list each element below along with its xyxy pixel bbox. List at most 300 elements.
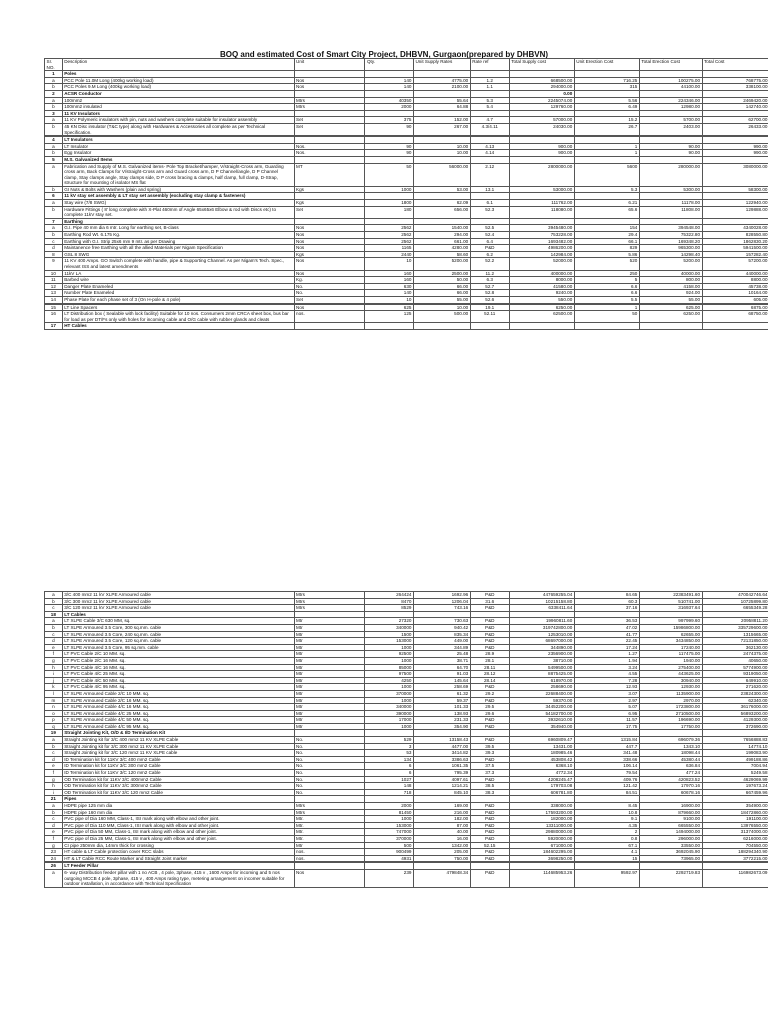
- cell-unit-supply-rate: 1206.04: [413, 598, 470, 605]
- cell-description: Phase Plate for each phase set of 3 (On H-pole & 4 pole): [62, 296, 294, 303]
- cell-sr-no: 9: [45, 258, 63, 270]
- cell-description: 100mm2 insulated: [62, 104, 294, 111]
- cell-rate-ref: 19.1: [470, 304, 509, 311]
- cell-unit-supply-rate: 152.00: [413, 117, 470, 124]
- cell-unit: [294, 110, 365, 117]
- cell-total-erection-cost: 17750.00: [639, 723, 702, 730]
- cell-unit-erection-cost: 15: [574, 855, 639, 862]
- cell-total-supply-cost: 258690.00: [509, 684, 574, 691]
- cell-rate-ref: P&D: [470, 737, 509, 744]
- cell-total-supply-cost: 900.00: [509, 150, 574, 157]
- table-row: [45, 110, 768, 117]
- cell-total-supply-cost: [509, 611, 574, 618]
- table-row: [45, 71, 768, 78]
- cell-unit: Mtr: [294, 684, 365, 691]
- table-row: [45, 789, 768, 796]
- cell-unit-supply-rate: 40.00: [413, 829, 470, 836]
- cell-description: Straight Jointing kit for 3/C 120 mm2 11 KV XLPE cable: [62, 750, 294, 757]
- cell-description: HT cable & LT Cable protection cover RCC slabs: [62, 849, 294, 856]
- cell-unit-supply-rate: 743.16: [413, 605, 470, 612]
- cell-unit-supply-rate: 10.00: [413, 150, 470, 157]
- cell-unit-erection-cost: [574, 611, 639, 618]
- cell-unit-erection-cost: 338.66: [574, 756, 639, 763]
- cell-unit-erection-cost: 22.45: [574, 638, 639, 645]
- table-row: [45, 763, 768, 770]
- cell-rate-ref: 52.2: [470, 258, 509, 270]
- cell-unit-supply-rate: 661.00: [413, 238, 470, 245]
- cell-rate-ref: 4.3/4.11: [470, 123, 509, 135]
- cell-rate-ref: 2.12: [470, 163, 509, 186]
- cell-sr-no: 23: [45, 849, 63, 856]
- cell-unit: [294, 218, 365, 225]
- cell-rate-ref: 6.3: [470, 277, 509, 284]
- cell-rate-ref: P&D: [470, 869, 509, 887]
- table-row: [45, 283, 768, 290]
- cell-qty: 2000: [365, 104, 413, 111]
- cell-description: LT Feeder Pillar: [62, 863, 294, 870]
- cell-qty: 6: [365, 763, 413, 770]
- cell-total-cost: [702, 90, 768, 97]
- cell-total-supply-cost: 13311000.00: [509, 822, 574, 829]
- cell-description: Earthing with G.I. Strip 25x6 mm 9 mtr. as per Drawing: [62, 238, 294, 245]
- table-row: [45, 803, 768, 810]
- cell-unit-supply-rate: [413, 137, 470, 144]
- boq-table-bottom: [44, 591, 768, 888]
- cell-total-erection-cost: 316937.64: [639, 605, 702, 612]
- cell-rate-ref: P&D: [470, 723, 509, 730]
- cell-unit-supply-rate: 66.00: [413, 283, 470, 290]
- cell-total-supply-cost: 447659255.04: [509, 592, 574, 599]
- cell-qty: 53: [365, 750, 413, 757]
- cell-description: LT PVC Cable 4/C 25 MM. sq.: [62, 671, 294, 678]
- cell-sr-no: f: [45, 835, 63, 842]
- cell-unit-supply-rate: 845.10: [413, 789, 470, 796]
- cell-total-cost: [702, 796, 768, 803]
- cell-description: LT XLPE Armoured 3.5 Core, 120 sq.mm. cable: [62, 638, 294, 645]
- cell-total-supply-cost: 900.00: [509, 143, 574, 150]
- cell-unit: No.: [294, 789, 365, 796]
- cell-total-cost: 5249.58: [702, 770, 768, 777]
- table-row: [45, 84, 768, 91]
- cell-sr-no: b: [45, 206, 63, 218]
- cell-sr-no: a: [45, 163, 63, 186]
- cell-total-supply-cost: 294000.00: [509, 84, 574, 91]
- cell-total-supply-cost: 5920000.00: [509, 835, 574, 842]
- cell-sr-no: a: [45, 200, 63, 207]
- cell-total-cost: [702, 193, 768, 200]
- cell-sr-no: 21: [45, 796, 63, 803]
- table-row: [45, 796, 768, 803]
- cell-unit-supply-rate: 750.00: [413, 855, 470, 862]
- cell-unit: Kgs: [294, 186, 365, 193]
- cell-unit: [294, 323, 365, 330]
- cell-qty: [365, 90, 413, 97]
- cell-unit-supply-rate: 940.42: [413, 624, 470, 631]
- cell-total-supply-cost: 19960811.60: [509, 618, 574, 625]
- table-row: [45, 849, 768, 856]
- cell-total-cost: 62340.00: [702, 697, 768, 704]
- cell-unit-supply-rate: 4477.00: [413, 743, 470, 750]
- cell-total-cost: 354900.00: [702, 803, 768, 810]
- cell-total-erection-cost: 6250.00: [639, 311, 702, 323]
- cell-rate-ref: 13.1: [470, 186, 509, 193]
- cell-sr-no: g: [45, 657, 63, 664]
- cell-sr-no: 7: [45, 218, 63, 225]
- cell-unit-supply-rate: 87.00: [413, 822, 470, 829]
- cell-total-cost: 62700.00: [702, 117, 768, 124]
- cell-rate-ref: 11.2: [470, 270, 509, 277]
- cell-rate-ref: [470, 71, 509, 78]
- table-row: [45, 323, 768, 330]
- cell-unit: Set: [294, 296, 365, 303]
- cell-total-cost: 440000.00: [702, 270, 768, 277]
- cell-sr-no: a: [45, 803, 63, 810]
- cell-rate-ref: P&D: [470, 684, 509, 691]
- cell-unit: [294, 90, 365, 97]
- cell-total-cost: 5941500.00: [702, 245, 768, 252]
- cell-unit: No.: [294, 770, 365, 777]
- cell-total-erection-cost: 636.84: [639, 763, 702, 770]
- cell-total-supply-cost: 6960809.47: [509, 737, 574, 744]
- cell-description: Straight Jointing Kit, O/D & I/D Termination Kit: [62, 730, 294, 737]
- cell-description: GI Nuts & Bolts with Washers (plain and spring): [62, 186, 294, 193]
- cell-total-erection-cost: 9100.00: [639, 816, 702, 823]
- cell-unit: Nos: [294, 869, 365, 887]
- cell-total-cost: [702, 71, 768, 78]
- cell-qty: 3: [365, 743, 413, 750]
- cell-total-cost: [702, 323, 768, 330]
- cell-sr-no: b: [45, 598, 63, 605]
- cell-total-supply-cost: 453808.42: [509, 756, 574, 763]
- cell-unit: Nos: [294, 270, 365, 277]
- cell-total-cost: [702, 863, 768, 870]
- cell-total-erection-cost: 1723800.00: [639, 704, 702, 711]
- table-row: [45, 150, 768, 157]
- cell-description: LT Insulators: [62, 137, 294, 144]
- table-row: [45, 664, 768, 671]
- cell-unit-erection-cost: [574, 156, 639, 163]
- cell-total-supply-cost: 6250.00: [509, 304, 574, 311]
- cell-total-cost: 199083.90: [702, 750, 768, 757]
- cell-unit-erection-cost: 2.97: [574, 697, 639, 704]
- cell-total-erection-cost: 696079.36: [639, 737, 702, 744]
- cell-total-cost: 116982673.09: [702, 869, 768, 887]
- cell-sr-no: 14: [45, 296, 63, 303]
- cell-sr-no: h: [45, 664, 63, 671]
- cell-unit: [294, 611, 365, 618]
- cell-total-cost: 1862830.20: [702, 238, 768, 245]
- cell-rate-ref: 52.8: [470, 290, 509, 297]
- cell-description: LT XLPE Armoured 3.5 Core, 240 sq.mm. cable: [62, 631, 294, 638]
- cell-rate-ref: [470, 137, 509, 144]
- cell-unit-erection-cost: [574, 218, 639, 225]
- cell-unit-erection-cost: 36.53: [574, 618, 639, 625]
- cell-unit-erection-cost: 47.02: [574, 624, 639, 631]
- cell-qty: 27320: [365, 618, 413, 625]
- cell-rate-ref: 39.5: [470, 743, 509, 750]
- cell-unit-erection-cost: 1: [574, 143, 639, 150]
- cell-unit-supply-rate: [413, 110, 470, 117]
- cell-total-cost: 990.00: [702, 150, 768, 157]
- table-row: [45, 816, 768, 823]
- cell-total-erection-cost: [639, 730, 702, 737]
- cell-unit-supply-rate: 2500.00: [413, 270, 470, 277]
- cell-sr-no: 16: [45, 311, 63, 323]
- cell-qty: [365, 110, 413, 117]
- cell-description: LT PVC Cable 4/C 95 MM. sq.: [62, 684, 294, 691]
- cell-description: Egg Insulator: [62, 150, 294, 157]
- cell-total-cost: 470042746.64: [702, 592, 768, 599]
- cell-total-erection-cost: 5200.00: [639, 258, 702, 270]
- cell-total-erection-cost: 75322.80: [639, 232, 702, 239]
- cell-unit-supply-rate: 58.60: [413, 251, 470, 258]
- cell-unit-supply-rate: 66.00: [413, 290, 470, 297]
- cell-unit-erection-cost: 8.45: [574, 803, 639, 810]
- cell-total-supply-cost: 118080.00: [509, 206, 574, 218]
- cell-total-cost: 18472860.00: [702, 809, 768, 816]
- cell-sr-no: a: [45, 77, 63, 84]
- cell-unit: No.: [294, 763, 365, 770]
- cell-sr-no: a: [45, 117, 63, 124]
- cell-sr-no: a: [45, 869, 63, 887]
- cell-unit-erection-cost: 10.8: [574, 809, 639, 816]
- cell-total-erection-cost: 2970.00: [639, 697, 702, 704]
- cell-unit-supply-rate: 835.34: [413, 631, 470, 638]
- cell-unit-supply-rate: 5200.00: [413, 258, 470, 270]
- cell-unit: nos.: [294, 855, 365, 862]
- cell-unit-erection-cost: [574, 323, 639, 330]
- cell-qty: 8529: [365, 605, 413, 612]
- cell-rate-ref: P&D: [470, 849, 509, 856]
- cell-total-cost: 188294340.90: [702, 849, 768, 856]
- cell-unit-erection-cost: 5.5: [574, 296, 639, 303]
- cell-total-supply-cost: 671000.00: [509, 842, 574, 849]
- cell-total-erection-cost: 5700.00: [639, 117, 702, 124]
- cell-description: LT XLPE Armoured Cable 4/C 50 MM. sq.: [62, 717, 294, 724]
- cell-qty: 40350: [365, 97, 413, 104]
- table-row: [45, 251, 768, 258]
- cell-rate-ref: P&D: [470, 618, 509, 625]
- cell-qty: 1000: [365, 186, 413, 193]
- cell-total-cost: 7656888.83: [702, 737, 768, 744]
- table-row: [45, 631, 768, 638]
- cell-unit-erection-cost: 11.57: [574, 717, 639, 724]
- cell-unit-erection-cost: 1.94: [574, 657, 639, 664]
- cell-description: Fabrication and Supply of M.S. Galvanized items- Pole Top Bracket/hamper, V/straight-Cross arm, Guarding cross arm, Back Clamps for V/straight-Cross arm and Guard cross arm, D P Channel/angle, D P Channel clamp, Stay clamps angle, Stay clamps side, D P cross bracing & clamps, half clamp, full clamp, D-Strap, structure for mounting of isolator MS flat: [62, 163, 294, 186]
- cell-total-supply-cost: [509, 323, 574, 330]
- cell-total-cost: 20958811.20: [702, 618, 768, 625]
- cell-description: 11 KV Insulators: [62, 110, 294, 117]
- cell-qty: 390000: [365, 710, 413, 717]
- cell-unit-supply-rate: 101.33: [413, 704, 470, 711]
- cell-sr-no: b: [45, 743, 63, 750]
- cell-rate-ref: P&D: [470, 592, 509, 599]
- cell-total-cost: 36176000.00: [702, 704, 768, 711]
- cell-unit-erection-cost: 9.1: [574, 816, 639, 823]
- cell-total-erection-cost: 2403.00: [639, 123, 702, 135]
- cell-total-erection-cost: 1343.10: [639, 743, 702, 750]
- cell-description: PVC pipe of Dia 160 MM, Class-1, ISI mark along with elbow and other joint.: [62, 816, 294, 823]
- cell-total-supply-cost: 182000.00: [509, 816, 574, 823]
- cell-unit: Nos: [294, 245, 365, 252]
- cell-unit: nos.: [294, 849, 365, 856]
- cell-sr-no: c: [45, 605, 63, 612]
- cell-description: GSL 8 SWG: [62, 251, 294, 258]
- cell-total-erection-cost: 280000.00: [639, 163, 702, 186]
- cell-rate-ref: 28.1: [470, 657, 509, 664]
- cell-rate-ref: 52.15: [470, 842, 509, 849]
- cell-total-erection-cost: 965300.00: [639, 245, 702, 252]
- cell-unit-supply-rate: 10.00: [413, 143, 470, 150]
- cell-unit-erection-cost: 3.24: [574, 664, 639, 671]
- cell-description: PVC pipe of Dia 50 MM, Class-1, ISI mark along with elbow and other joint.: [62, 829, 294, 836]
- cell-unit-supply-rate: 656.00: [413, 206, 470, 218]
- cell-total-supply-cost: 2245074.00: [509, 97, 574, 104]
- cell-unit-erection-cost: 26.7: [574, 123, 639, 135]
- cell-sr-no: k: [45, 684, 63, 691]
- cell-rate-ref: P&D: [470, 624, 509, 631]
- cell-sr-no: b: [45, 186, 63, 193]
- cell-description: 11 KV 400 Amps. GO Switch complete with handle, pipe & Supporting Channel. As per Nigam's Tech. Spec., relevant ISS and latest amendments: [62, 258, 294, 270]
- cell-unit: Mtr: [294, 677, 365, 684]
- cell-total-erection-cost: 60678.16: [639, 789, 702, 796]
- cell-total-erection-cost: 12930.00: [639, 684, 702, 691]
- cell-sr-no: g: [45, 776, 63, 783]
- cell-unit: No.: [294, 756, 365, 763]
- cell-rate-ref: P&D: [470, 697, 509, 704]
- cell-description: Poles: [62, 71, 294, 78]
- table-row: [45, 710, 768, 717]
- cell-total-supply-cost: 4772.34: [509, 770, 574, 777]
- cell-sr-no: b: [45, 84, 63, 91]
- cell-description: Stay wire (7/8 SWG): [62, 200, 294, 207]
- cell-sr-no: 24: [45, 855, 63, 862]
- table-row: [45, 77, 768, 84]
- cell-qty: 1000: [365, 697, 413, 704]
- cell-qty: [365, 137, 413, 144]
- cell-rate-ref: 6.1: [470, 200, 509, 207]
- cell-unit-erection-cost: 0.8: [574, 835, 639, 842]
- cell-unit-erection-cost: 79.54: [574, 770, 639, 777]
- cell-total-erection-cost: 44100.00: [639, 84, 702, 91]
- cell-sr-no: d: [45, 245, 63, 252]
- cell-unit: [294, 796, 365, 803]
- cell-sr-no: a: [45, 592, 63, 599]
- cell-description: 6- way Distribution feeder pillar with 1 no ACB , 4 pole, 3phase, 415 v , 1600 Amps for incoming and 5 nos outgoing MCCB 4 pole, 3phase, 415 v , 400 Amps rating type, metering arrangement on incomer suitable for outdoor installation, in accordance with Technical Specification: [62, 869, 294, 887]
- table-row: [45, 835, 768, 842]
- cell-total-erection-cost: 40000.00: [639, 270, 702, 277]
- cell-rate-ref: P&D: [470, 835, 509, 842]
- cell-total-cost: 3080000.00: [702, 163, 768, 186]
- cell-total-supply-cost: 3698250.00: [509, 855, 574, 862]
- cell-qty: 630: [365, 283, 413, 290]
- cell-unit-erection-cost: 4.35: [574, 822, 639, 829]
- cell-total-cost: 3772215.00: [702, 855, 768, 862]
- cell-description: LT Distribution box ( Sealable with lock facility) Suitable for 10 nos. Consumers 2mm CRCA sheet box, bus bar for load as per DT/Fs only with holes for incoming cable and O/G cable with rubber glands and cleats: [62, 311, 294, 323]
- cell-qty: 10: [365, 258, 413, 270]
- cell-total-cost: [702, 156, 768, 163]
- cell-qty: [365, 71, 413, 78]
- cell-total-erection-cost: 1494000.00: [639, 829, 702, 836]
- cell-sr-no: b: [45, 232, 63, 239]
- cell-qty: 4931: [365, 855, 413, 862]
- cell-rate-ref: 52.11: [470, 311, 509, 323]
- cell-unit: Mtr: [294, 618, 365, 625]
- cell-qty: 153000: [365, 638, 413, 645]
- cell-rate-ref: 28.12: [470, 671, 509, 678]
- cell-description: LT Line Spacers: [62, 304, 294, 311]
- table-row: [45, 218, 768, 225]
- cell-unit: Mtr: [294, 664, 365, 671]
- cell-rate-ref: 29.5: [470, 704, 509, 711]
- cell-unit-supply-rate: 1061.35: [413, 763, 470, 770]
- cell-total-cost: 768775.00: [702, 77, 768, 84]
- cell-unit: Mtr: [294, 704, 365, 711]
- cell-description: PCC Poles 9.M Long (400kg working load): [62, 84, 294, 91]
- table-row: [45, 783, 768, 790]
- cell-total-supply-cost: 354940.00: [509, 723, 574, 730]
- cell-unit-supply-rate: 55.64: [413, 97, 470, 104]
- header-unit: Unit: [294, 59, 365, 71]
- cell-rate-ref: [470, 730, 509, 737]
- cell-unit-erection-cost: 12.93: [574, 684, 639, 691]
- cell-total-supply-cost: 400000.00: [509, 270, 574, 277]
- cell-total-supply-cost: 1693482.00: [509, 238, 574, 245]
- cell-unit: [294, 193, 365, 200]
- cell-unit: Nos: [294, 77, 365, 84]
- cell-rate-ref: [470, 110, 509, 117]
- table-row: [45, 232, 768, 239]
- cell-unit-supply-rate: 354.90: [413, 723, 470, 730]
- table-row: [45, 206, 768, 218]
- cell-unit-erection-cost: 5.86: [574, 251, 639, 258]
- cell-qty: 2562: [365, 238, 413, 245]
- cell-rate-ref: 38.3: [470, 789, 509, 796]
- cell-unit: Nos: [294, 225, 365, 232]
- cell-total-supply-cost: 6338411.64: [509, 605, 574, 612]
- cell-total-cost: 197673.24: [702, 783, 768, 790]
- cell-description: LT PVC Cable 2/C 10 MM. sq.: [62, 651, 294, 658]
- cell-qty: 625: [365, 304, 413, 311]
- cell-unit: Mtr: [294, 651, 365, 658]
- cell-sr-no: 2: [45, 90, 63, 97]
- cell-total-supply-cost: 4986200.00: [509, 245, 574, 252]
- cell-sr-no: c: [45, 750, 63, 757]
- table-row: [45, 842, 768, 849]
- cell-qty: 90: [365, 143, 413, 150]
- cell-unit-supply-rate: 55.00: [413, 296, 470, 303]
- cell-total-supply-cost: 10215158.80: [509, 598, 574, 605]
- cell-unit-supply-rate: 1692.96: [413, 592, 470, 599]
- cell-qty: [365, 323, 413, 330]
- cell-qty: 6: [365, 770, 413, 777]
- cell-total-supply-cost: 0.00: [509, 90, 574, 97]
- cell-unit-supply-rate: 182.00: [413, 816, 470, 823]
- cell-total-erection-cost: 997999.60: [639, 618, 702, 625]
- cell-unit-supply-rate: 267.00: [413, 123, 470, 135]
- cell-total-supply-cost: 22688400.00: [509, 690, 574, 697]
- cell-qty: 370000: [365, 835, 413, 842]
- cell-unit-erection-cost: 5.07: [574, 704, 639, 711]
- cell-qty: 90: [365, 150, 413, 157]
- cell-total-erection-cost: [639, 156, 702, 163]
- cell-unit-erection-cost: 315: [574, 84, 639, 91]
- cell-sr-no: b: [45, 123, 63, 135]
- cell-total-cost: 271620.00: [702, 684, 768, 691]
- cell-description: Maintanence free Earthing with all the allied Materials per Nigam Specification: [62, 245, 294, 252]
- cell-sr-no: a: [45, 143, 63, 150]
- cell-sr-no: g: [45, 842, 63, 849]
